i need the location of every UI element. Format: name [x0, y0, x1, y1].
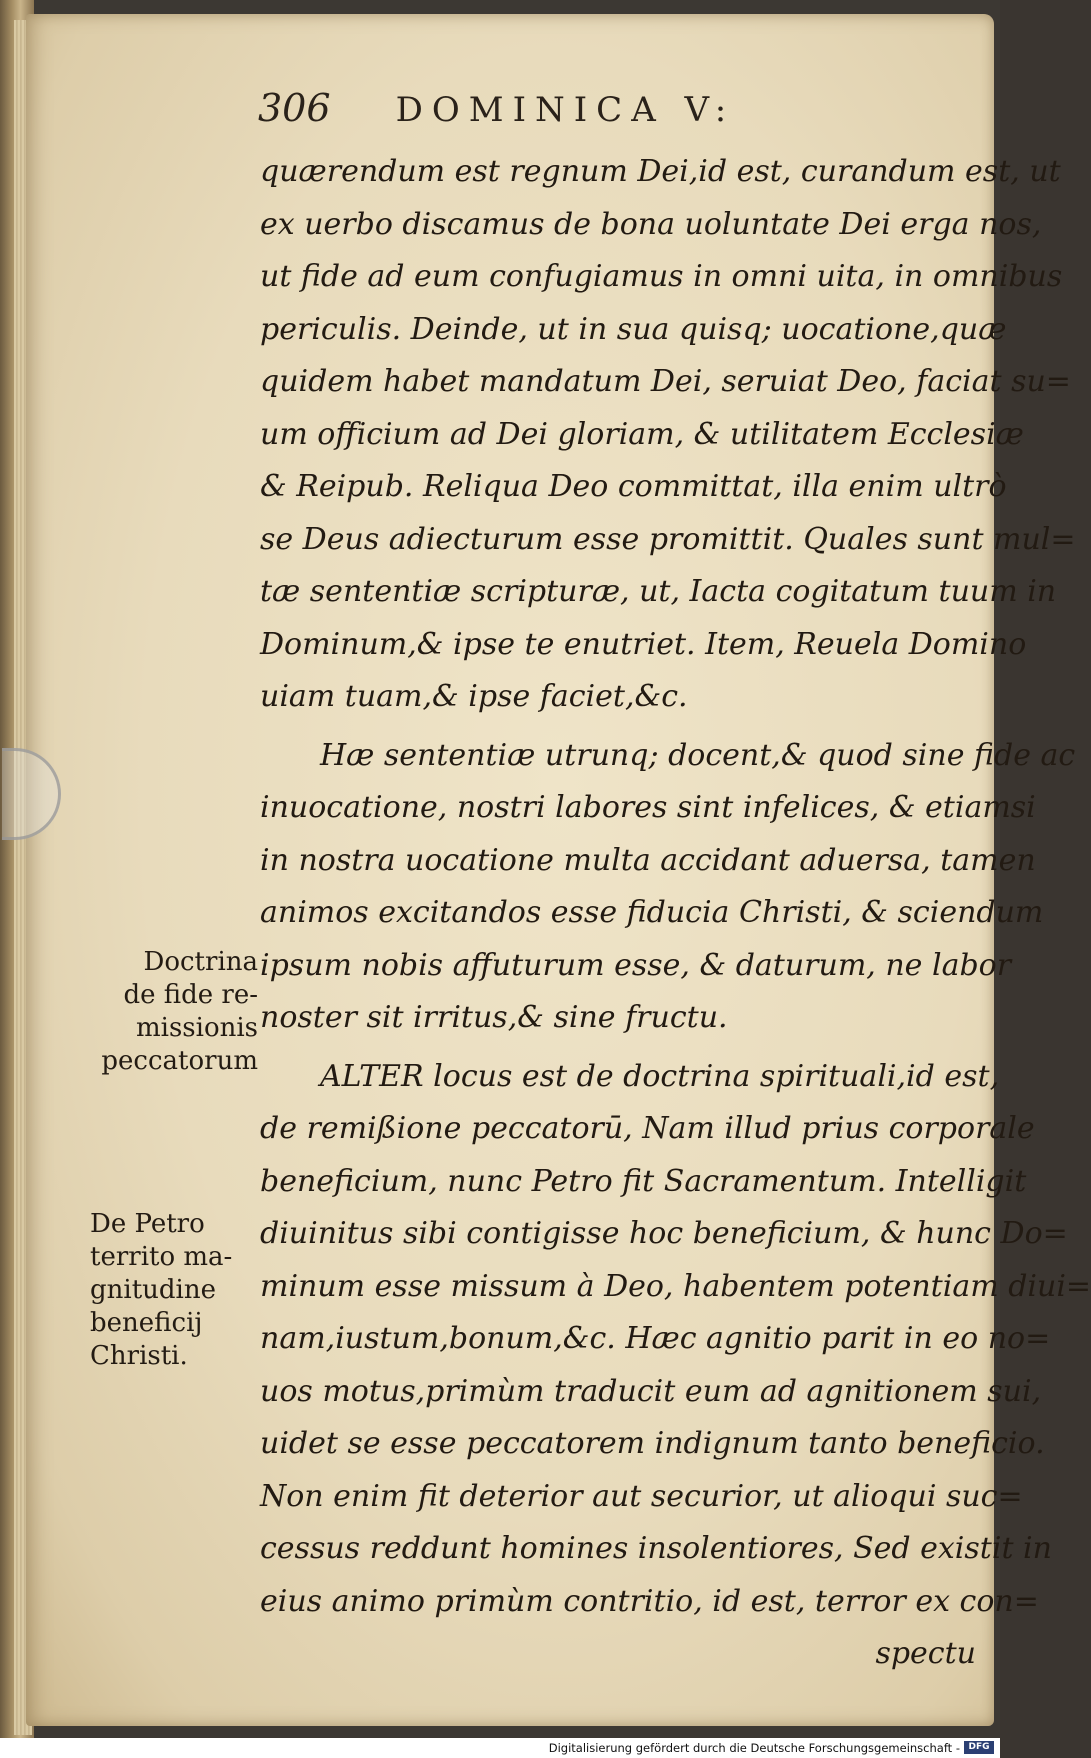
- text-line: minum esse missum à Deo, habentem potentiam diui=: [260, 1268, 1091, 1304]
- text-line: Non enim fit deterior aut securior, ut alioqui suc=: [260, 1478, 1023, 1514]
- margin-note-line: gnitudine: [90, 1275, 216, 1305]
- text-line: quidem habet mandatum Dei, seruiat Deo, faciat su=: [260, 364, 1071, 399]
- margin-note-line: Christi.: [90, 1341, 188, 1371]
- text-line: tæ sententiæ scripturæ, ut, Iacta cogitatum tuum in: [260, 574, 1057, 609]
- text-line: in nostra uocatione multa accidant aduersa, tamen: [260, 842, 1036, 878]
- text-line: animos excitandos esse fiducia Christi, & sciendum: [260, 895, 1044, 930]
- text-line: ex uerbo discamus de bona uoluntate Dei erga nos,: [260, 206, 1042, 242]
- digitization-footer: [0, 1738, 1000, 1758]
- margin-note-line: territo ma-: [90, 1242, 233, 1272]
- text-line: se Deus adiecturum esse promittit. Quales sunt mul=: [260, 521, 1076, 557]
- catchword: spectu: [875, 1636, 976, 1671]
- margin-note-line: beneficij: [90, 1308, 203, 1338]
- running-head: DOMINICA V:: [395, 90, 736, 130]
- text-line: noster sit irritus,& sine fructu.: [260, 1000, 728, 1035]
- margin-note-de-petro: [90, 1208, 260, 1373]
- page-number: 306: [258, 86, 331, 130]
- text-line: periculis. Deinde, ut in sua quisq; uocatione,quæ: [260, 311, 1007, 347]
- text-line: inuocatione, nostri labores sint infelices, & etiamsi: [260, 790, 1036, 825]
- text-line: uiam tuam,& ipse faciet,&c.: [260, 679, 688, 714]
- margin-note-line: de fide re-: [123, 980, 258, 1010]
- text-line: um officium ad Dei gloriam, & utilitatem Ecclesiæ: [260, 416, 1024, 452]
- margin-note-line: missionis: [135, 1013, 258, 1043]
- text-line: quærendum est regnum Dei,id est, curandum est, ut: [260, 154, 1061, 189]
- text-line: uidet se esse peccatorem indignum tanto beneficio.: [260, 1426, 1045, 1461]
- body-text: [260, 146, 1091, 1681]
- margin-note-line: peccatorum: [101, 1046, 258, 1076]
- margin-note-line: De Petro: [90, 1209, 205, 1239]
- text-line: ut fide ad eum confugiamus in omni uita, in omnibus: [260, 259, 1063, 294]
- text-line: Hæ sententiæ utrunq; docent,& quod sine fide ac: [320, 737, 1076, 773]
- dfg-logo-icon: DFG: [964, 1741, 994, 1754]
- text-line: cessus reddunt homines insolentiores, Sed existit in: [260, 1531, 1052, 1566]
- text-line: eius animo primùm contritio, id est, terror ex con=: [260, 1583, 1039, 1619]
- margin-note-doctrina: [92, 946, 258, 1078]
- text-line: nam,iustum,bonum,&c. Hæc agnitio parit in eo no=: [260, 1321, 1051, 1356]
- margin-note-line: Doctrina: [143, 947, 258, 977]
- text-line: & Reipub. Reliqua Deo committat, illa enim ultrò: [260, 469, 1007, 504]
- text-line: Dominum,& ipse te enutriet. Item, Reuela Domino: [260, 626, 1027, 662]
- footer-credit: Digitalisierung gefördert durch die Deutsche Forschungsgemeinschaft -: [548, 1741, 960, 1755]
- text-line: beneficium, nunc Petro fit Sacramentum. Intelligit: [260, 1163, 1027, 1199]
- text-line: diuinitus sibi contigisse hoc beneficium, & hunc Do=: [260, 1216, 1068, 1251]
- text-line: de remißione peccatorū, Nam illud prius corporale: [260, 1111, 1035, 1146]
- text-line: ipsum nobis affuturum esse, & daturum, ne labor: [260, 947, 1012, 983]
- page-header: [258, 86, 858, 130]
- text-line: uos motus,primùm traducit eum ad agnitionem sui,: [260, 1373, 1042, 1409]
- text-line: ALTER locus est de doctrina spirituali,id est,: [320, 1058, 1000, 1094]
